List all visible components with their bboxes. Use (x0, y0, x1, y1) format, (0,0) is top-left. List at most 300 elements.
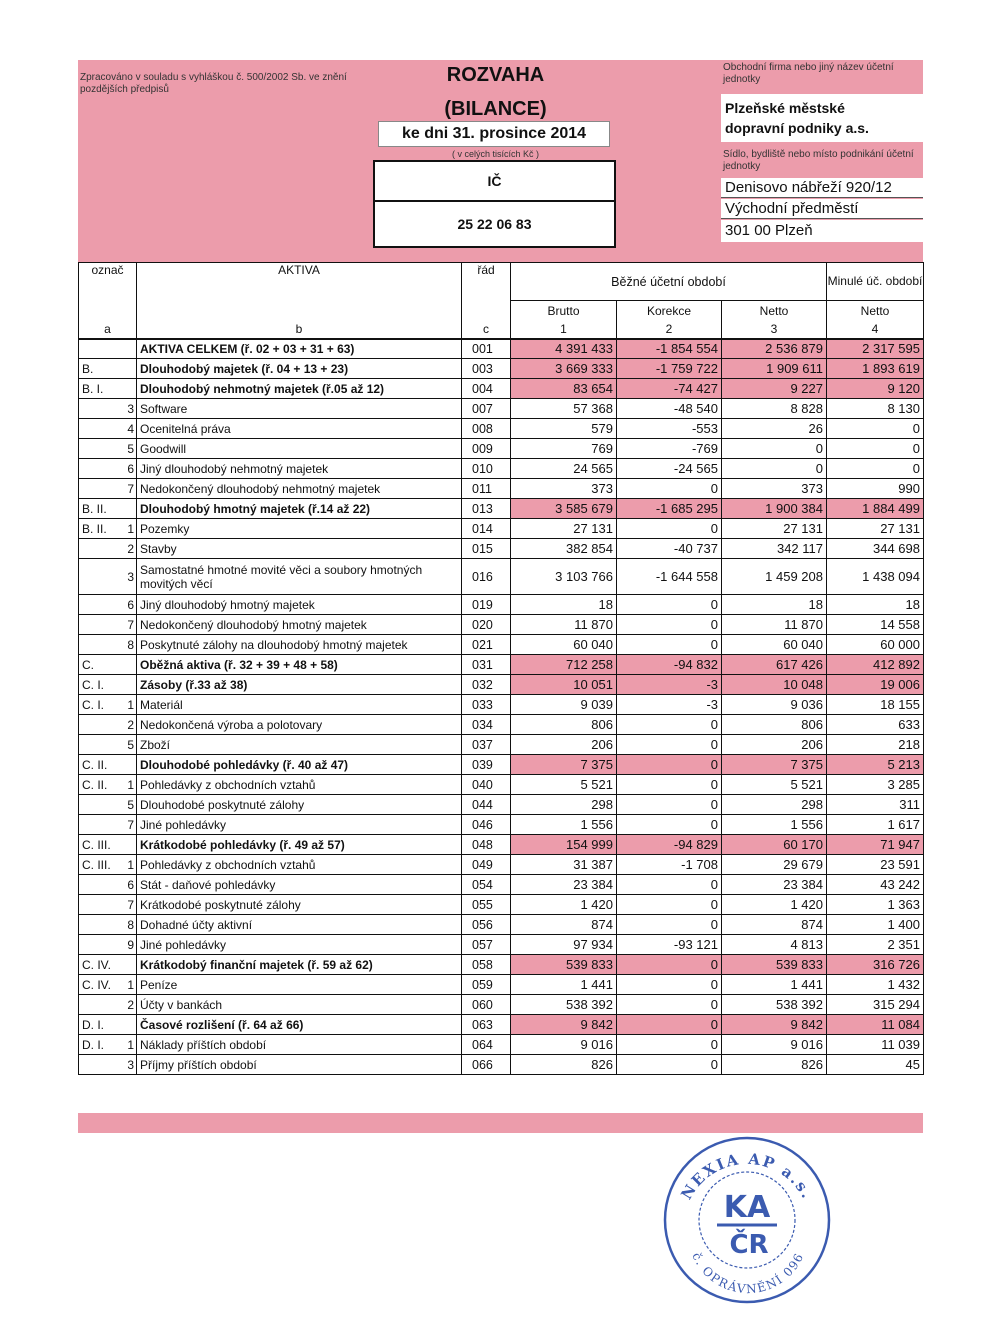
row-oznac (79, 339, 122, 359)
row-korekce: -3 (617, 675, 722, 695)
row-oznac (79, 439, 122, 459)
row-netto: 10 048 (722, 675, 827, 695)
row-oznac (79, 479, 122, 499)
row-rad: 019 (462, 595, 511, 615)
row-netto: 874 (722, 915, 827, 935)
row-netto: 2 536 879 (722, 339, 827, 359)
row-rad: 066 (462, 1055, 511, 1075)
row-korekce: 0 (617, 915, 722, 935)
row-rad: 064 (462, 1035, 511, 1055)
row-oznac (79, 615, 122, 635)
col-index-c: c (462, 321, 511, 339)
document-title: ROZVAHA (446, 64, 545, 86)
table-row (79, 715, 924, 735)
auditor-stamp (662, 1135, 832, 1305)
row-oznac: C. II. (79, 775, 122, 795)
row-label: Nedokončená výroba a polotovary (137, 715, 462, 735)
row-korekce: 0 (617, 635, 722, 655)
bottom-band (78, 1113, 923, 1133)
row-netto-prev: 18 155 (827, 695, 924, 715)
row-brutto: 712 258 (511, 655, 617, 675)
row-number: 5 (122, 795, 137, 815)
row-brutto: 579 (511, 419, 617, 439)
row-netto: 4 813 (722, 935, 827, 955)
row-rad: 059 (462, 975, 511, 995)
row-brutto: 3 669 333 (511, 359, 617, 379)
row-netto-prev: 412 892 (827, 655, 924, 675)
row-netto-prev: 311 (827, 795, 924, 815)
row-korekce: 0 (617, 775, 722, 795)
row-netto-prev: 5 213 (827, 755, 924, 775)
row-korekce: -3 (617, 695, 722, 715)
row-netto-prev: 2 317 595 (827, 339, 924, 359)
row-netto: 0 (722, 459, 827, 479)
row-netto: 206 (722, 735, 827, 755)
row-brutto: 769 (511, 439, 617, 459)
row-brutto: 24 565 (511, 459, 617, 479)
row-netto-prev: 71 947 (827, 835, 924, 855)
col-index-a: a (79, 321, 137, 339)
row-rad: 020 (462, 615, 511, 635)
row-rad: 010 (462, 459, 511, 479)
row-netto: 1 556 (722, 815, 827, 835)
row-number: 1 (122, 975, 137, 995)
row-netto-prev: 1 432 (827, 975, 924, 995)
row-korekce: -1 854 554 (617, 339, 722, 359)
row-label: Pozemky (137, 519, 462, 539)
row-netto: 9 036 (722, 695, 827, 715)
row-number: 2 (122, 539, 137, 559)
row-label: Jiné pohledávky (137, 935, 462, 955)
row-korekce: 0 (617, 895, 722, 915)
stamp-logo-bottom: ČR (729, 1230, 769, 1260)
row-number (122, 755, 137, 775)
table-row (79, 875, 924, 895)
row-oznac: C. IV. (79, 975, 122, 995)
row-number: 3 (122, 1055, 137, 1075)
row-netto-prev: 0 (827, 459, 924, 479)
row-netto-prev: 1 893 619 (827, 359, 924, 379)
firm-caption: Obchodní firma nebo jiný název účetní jednotky (723, 62, 894, 85)
row-korekce: -40 737 (617, 539, 722, 559)
row-oznac (79, 459, 122, 479)
row-netto: 1 909 611 (722, 359, 827, 379)
row-rad: 046 (462, 815, 511, 835)
table-row (79, 955, 924, 975)
table-row (79, 775, 924, 795)
row-netto: 5 521 (722, 775, 827, 795)
row-rad: 060 (462, 995, 511, 1015)
row-netto-prev: 0 (827, 419, 924, 439)
row-korekce: 0 (617, 995, 722, 1015)
row-netto: 11 870 (722, 615, 827, 635)
row-number: 7 (122, 479, 137, 499)
row-rad: 044 (462, 795, 511, 815)
col-header-aktiva: AKTIVA (137, 263, 462, 301)
col-index-3: 3 (722, 321, 827, 339)
row-korekce: -1 759 722 (617, 359, 722, 379)
row-label: Zásoby (ř.33 až 38) (137, 675, 462, 695)
table-row (79, 479, 924, 499)
row-oznac: C. IV. (79, 955, 122, 975)
row-label: Krátkodobé poskytnuté zálohy (137, 895, 462, 915)
row-korekce: -1 644 558 (617, 559, 722, 595)
row-rad: 014 (462, 519, 511, 539)
row-korekce: 0 (617, 1055, 722, 1075)
table-row (79, 815, 924, 835)
row-oznac (79, 875, 122, 895)
row-brutto: 1 556 (511, 815, 617, 835)
row-korekce: 0 (617, 479, 722, 499)
row-number (122, 675, 137, 695)
firm-name (721, 94, 923, 142)
row-number: 7 (122, 895, 137, 915)
row-brutto: 373 (511, 479, 617, 499)
row-brutto: 4 391 433 (511, 339, 617, 359)
address-line-1: Denisovo nábřeží 920/12 (721, 178, 923, 198)
row-brutto: 539 833 (511, 955, 617, 975)
row-rad: 008 (462, 419, 511, 439)
row-korekce: -1 708 (617, 855, 722, 875)
row-netto-prev: 633 (827, 715, 924, 735)
row-oznac (79, 995, 122, 1015)
table-row (79, 595, 924, 615)
row-number: 4 (122, 419, 137, 439)
table-row (79, 399, 924, 419)
row-netto: 1 441 (722, 975, 827, 995)
row-label: Dlouhodobý majetek (ř. 04 + 13 + 23) (137, 359, 462, 379)
row-netto: 1 900 384 (722, 499, 827, 519)
table-row (79, 795, 924, 815)
col-header-current-period: Běžné účetní období (511, 263, 827, 301)
table-row (79, 675, 924, 695)
stamp-logo-top: KA (723, 1190, 771, 1225)
row-number: 6 (122, 459, 137, 479)
row-netto: 7 375 (722, 755, 827, 775)
row-oznac: C. (79, 655, 122, 675)
row-rad: 039 (462, 755, 511, 775)
row-label: Dlouhodobé pohledávky (ř. 40 až 47) (137, 755, 462, 775)
row-rad: 016 (462, 559, 511, 595)
row-oznac (79, 815, 122, 835)
row-brutto: 298 (511, 795, 617, 815)
row-korekce: -94 832 (617, 655, 722, 675)
row-brutto: 9 039 (511, 695, 617, 715)
row-number: 6 (122, 595, 137, 615)
row-brutto: 60 040 (511, 635, 617, 655)
row-brutto: 3 103 766 (511, 559, 617, 595)
col-index-2: 2 (617, 321, 722, 339)
row-number: 5 (122, 735, 137, 755)
row-oznac (79, 735, 122, 755)
col-header-netto: Netto (722, 301, 827, 321)
row-oznac: D. I. (79, 1035, 122, 1055)
row-label: Dlouhodobý hmotný majetek (ř.14 až 22) (137, 499, 462, 519)
ic-label: IČ (375, 162, 614, 202)
row-brutto: 83 654 (511, 379, 617, 399)
row-netto-prev: 45 (827, 1055, 924, 1075)
row-netto-prev: 23 591 (827, 855, 924, 875)
col-header-rad: řád (462, 263, 511, 301)
row-netto-prev: 990 (827, 479, 924, 499)
row-korekce: 0 (617, 519, 722, 539)
row-netto-prev: 3 285 (827, 775, 924, 795)
row-label: Dohadné účty aktivní (137, 915, 462, 935)
row-netto: 298 (722, 795, 827, 815)
row-brutto: 826 (511, 1055, 617, 1075)
ic-value: 25 22 06 83 (457, 216, 532, 232)
row-label: Software (137, 399, 462, 419)
row-brutto: 154 999 (511, 835, 617, 855)
row-netto-prev: 0 (827, 439, 924, 459)
row-number: 7 (122, 615, 137, 635)
row-brutto: 874 (511, 915, 617, 935)
row-oznac: C. III. (79, 855, 122, 875)
row-netto-prev: 8 130 (827, 399, 924, 419)
row-label: Jiné pohledávky (137, 815, 462, 835)
balance-date: ke dni 31. prosince 2014 (378, 121, 610, 147)
col-header-brutto: Brutto (511, 301, 617, 321)
row-label: Příjmy příštích období (137, 1055, 462, 1075)
row-label: Krátkodobý finanční majetek (ř. 59 až 62) (137, 955, 462, 975)
row-label: Stát - daňové pohledávky (137, 875, 462, 895)
row-korekce: 0 (617, 735, 722, 755)
col-header-netto-prev: Netto (827, 301, 924, 321)
row-korekce: -94 829 (617, 835, 722, 855)
row-rad: 013 (462, 499, 511, 519)
row-rad: 034 (462, 715, 511, 735)
row-netto: 1 420 (722, 895, 827, 915)
row-korekce: -48 540 (617, 399, 722, 419)
row-oznac (79, 399, 122, 419)
row-netto: 1 459 208 (722, 559, 827, 595)
row-label: AKTIVA CELKEM (ř. 02 + 03 + 31 + 63) (137, 339, 462, 359)
row-rad: 032 (462, 675, 511, 695)
row-netto: 0 (722, 439, 827, 459)
row-korekce: 0 (617, 1035, 722, 1055)
col-header-korekce: Korekce (617, 301, 722, 321)
row-netto-prev: 43 242 (827, 875, 924, 895)
table-row (79, 359, 924, 379)
row-korekce: -93 121 (617, 935, 722, 955)
table-row (79, 539, 924, 559)
row-oznac (79, 635, 122, 655)
row-netto-prev: 19 006 (827, 675, 924, 695)
table-row (79, 1015, 924, 1035)
row-netto-prev: 14 558 (827, 615, 924, 635)
row-oznac (79, 915, 122, 935)
row-rad: 011 (462, 479, 511, 499)
row-label: Nedokončený dlouhodobý nehmotný majetek (137, 479, 462, 499)
row-brutto: 97 934 (511, 935, 617, 955)
table-row (79, 915, 924, 935)
table-row (79, 935, 924, 955)
row-netto: 342 117 (722, 539, 827, 559)
row-rad: 031 (462, 655, 511, 675)
row-brutto: 382 854 (511, 539, 617, 559)
row-oznac: B. II. (79, 519, 122, 539)
table-row (79, 499, 924, 519)
row-oznac: C. I. (79, 675, 122, 695)
units-note: ( v celých tisících Kč ) (451, 149, 540, 159)
row-brutto: 538 392 (511, 995, 617, 1015)
stamp-top-text: NEXIA AP a.s. (677, 1149, 817, 1203)
row-brutto: 1 420 (511, 895, 617, 915)
row-netto-prev: 2 351 (827, 935, 924, 955)
table-row (79, 995, 924, 1015)
row-label: Dlouhodobý nehmotný majetek (ř.05 až 12) (137, 379, 462, 399)
row-oznac (79, 1055, 122, 1075)
row-label: Nedokončený dlouhodobý hmotný majetek (137, 615, 462, 635)
row-netto: 60 170 (722, 835, 827, 855)
row-brutto: 23 384 (511, 875, 617, 895)
col-index-b: b (137, 321, 462, 339)
row-rad: 056 (462, 915, 511, 935)
row-oznac: C. II. (79, 755, 122, 775)
row-rad: 003 (462, 359, 511, 379)
row-oznac (79, 895, 122, 915)
table-row (79, 735, 924, 755)
row-netto: 9 016 (722, 1035, 827, 1055)
row-label: Časové rozlišení (ř. 64 až 66) (137, 1015, 462, 1035)
row-number: 6 (122, 875, 137, 895)
row-label: Ocenitelná práva (137, 419, 462, 439)
firm-name-line-2: dopravní podniky a.s. (725, 120, 869, 136)
row-netto: 23 384 (722, 875, 827, 895)
legal-note: Zpracováno v souladu s vyhláškou č. 500/2002 Sb. ve znění pozdějších předpisů (80, 72, 347, 95)
row-brutto: 9 842 (511, 1015, 617, 1035)
row-label: Dlouhodobé poskytnuté zálohy (137, 795, 462, 815)
row-korekce: 0 (617, 615, 722, 635)
row-number (122, 655, 137, 675)
row-korekce: -74 427 (617, 379, 722, 399)
balance-rows (79, 339, 924, 1075)
row-oznac: C. III. (79, 835, 122, 855)
row-netto-prev: 1 400 (827, 915, 924, 935)
row-label: Samostatné hmotné movité věci a soubory hmotných movitých věcí (137, 559, 462, 595)
row-korekce: -24 565 (617, 459, 722, 479)
row-number (122, 379, 137, 399)
row-netto: 806 (722, 715, 827, 735)
col-header-oznac: označ (79, 263, 137, 301)
row-number: 7 (122, 815, 137, 835)
row-netto: 18 (722, 595, 827, 615)
row-rad: 055 (462, 895, 511, 915)
row-korekce: 0 (617, 795, 722, 815)
row-brutto: 57 368 (511, 399, 617, 419)
row-netto: 9 227 (722, 379, 827, 399)
row-label: Poskytnuté zálohy na dlouhodobý hmotný majetek (137, 635, 462, 655)
title-block (373, 64, 618, 264)
row-label: Zboží (137, 735, 462, 755)
document-subtitle: (BILANCE) (444, 98, 547, 120)
table-row (79, 855, 924, 875)
row-brutto: 10 051 (511, 675, 617, 695)
row-number (122, 339, 137, 359)
row-rad: 063 (462, 1015, 511, 1035)
row-rad: 009 (462, 439, 511, 459)
row-oznac: B. II. (79, 499, 122, 519)
row-label: Goodwill (137, 439, 462, 459)
row-number (122, 359, 137, 379)
row-netto: 9 842 (722, 1015, 827, 1035)
balance-table (78, 262, 924, 1075)
row-label: Náklady příštích období (137, 1035, 462, 1055)
row-brutto: 1 441 (511, 975, 617, 995)
row-brutto: 5 521 (511, 775, 617, 795)
row-number: 9 (122, 935, 137, 955)
row-netto-prev: 218 (827, 735, 924, 755)
col-index-1: 1 (511, 321, 617, 339)
row-number: 1 (122, 1035, 137, 1055)
col-index-4: 4 (827, 321, 924, 339)
table-row (79, 975, 924, 995)
row-rad: 001 (462, 339, 511, 359)
row-oznac (79, 595, 122, 615)
row-korekce: -769 (617, 439, 722, 459)
row-brutto: 206 (511, 735, 617, 755)
row-number: 1 (122, 855, 137, 875)
row-netto-prev: 11 084 (827, 1015, 924, 1035)
row-korekce: 0 (617, 1015, 722, 1035)
row-netto: 27 131 (722, 519, 827, 539)
row-netto-prev: 1 363 (827, 895, 924, 915)
table-row (79, 895, 924, 915)
row-number (122, 499, 137, 519)
row-korekce: -553 (617, 419, 722, 439)
table-row (79, 1035, 924, 1055)
row-number: 1 (122, 695, 137, 715)
stamp-bottom-text: č. OPRÁVNĚNÍ 096 (689, 1250, 807, 1297)
row-brutto: 18 (511, 595, 617, 615)
row-oznac (79, 795, 122, 815)
table-row (79, 519, 924, 539)
table-row (79, 419, 924, 439)
row-netto-prev: 11 039 (827, 1035, 924, 1055)
row-netto: 29 679 (722, 855, 827, 875)
row-number: 3 (122, 559, 137, 595)
row-netto: 539 833 (722, 955, 827, 975)
table-row (79, 835, 924, 855)
row-number: 1 (122, 775, 137, 795)
table-row (79, 439, 924, 459)
table-row (79, 755, 924, 775)
row-rad: 048 (462, 835, 511, 855)
row-netto: 617 426 (722, 655, 827, 675)
table-row (79, 379, 924, 399)
row-label: Materiál (137, 695, 462, 715)
row-netto: 26 (722, 419, 827, 439)
row-netto-prev: 9 120 (827, 379, 924, 399)
row-number: 5 (122, 439, 137, 459)
row-korekce: 0 (617, 755, 722, 775)
row-label: Jiný dlouhodobý hmotný majetek (137, 595, 462, 615)
row-number: 1 (122, 519, 137, 539)
row-netto-prev: 1 438 094 (827, 559, 924, 595)
row-rad: 037 (462, 735, 511, 755)
row-number: 8 (122, 635, 137, 655)
row-label: Účty v bankách (137, 995, 462, 1015)
row-oznac: C. I. (79, 695, 122, 715)
row-label: Krátkodobé pohledávky (ř. 49 až 57) (137, 835, 462, 855)
row-korekce: 0 (617, 955, 722, 975)
row-oznac (79, 559, 122, 595)
row-brutto: 3 585 679 (511, 499, 617, 519)
row-netto-prev: 18 (827, 595, 924, 615)
row-netto-prev: 1 884 499 (827, 499, 924, 519)
address-line-2: Východní předměstí (721, 199, 923, 219)
table-row (79, 339, 924, 359)
